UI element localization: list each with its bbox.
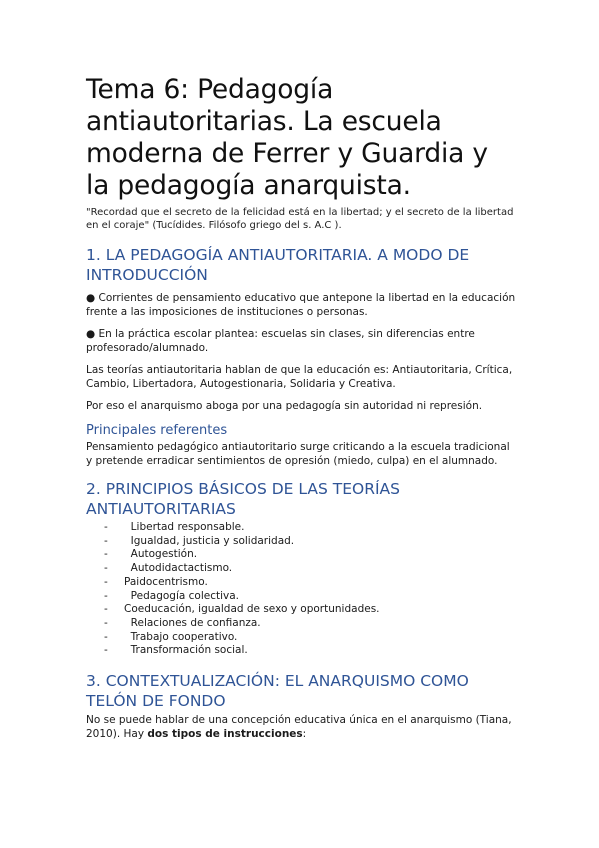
list-item: - Igualdad, justicia y solidaridad. [104,534,295,547]
principles-list [86,521,519,658]
section-1-paragraph-3: Pensamiento pedagógico antiautoritario surge criticando a la escuela tradicional y pretende erradicar sentimientos de opresión (miedo, culpa) en el alumnado. [86,441,510,467]
document-title: Tema 6: Pedagogía antiautoritarias. La escuela moderna de Ferrer y Guardia y la pedagogía anarquista. [86,74,488,201]
section-3-paragraph: No se puede hablar de una concepción educativa única en el anarquismo (Tiana, 2010). Hay dos tipos de instrucciones: [86,714,512,741]
list-item: - Pedagogía colectiva. [104,589,240,602]
section-1-bullet-1: ● Corrientes de pensamiento educativo que antepone la libertad en la educación frente a las imposiciones de instituciones o personas. [86,292,516,318]
list-item: - Paidocentrismo. [104,575,208,588]
section-3-heading: 3. CONTEXTUALIZACIÓN: EL ANARQUISMO COMO TELÓN DE FONDO [86,672,469,710]
list-item: - Transformación social. [104,644,248,657]
section-1-paragraph-1: Las teorías antiautoritaria hablan de que la educación es: Antiautoritaria, Crítica, Cambio, Libertadora, Autogestionaria, Solidaria y Creativa. [86,364,513,390]
section-1-heading: 1. LA PEDAGOGÍA ANTIAUTORITARIA. A MODO DE INTRODUCCIÓN [86,246,470,284]
list-item: - Trabajo cooperativo. [104,630,238,643]
list-item: - Coeducación, igualdad de sexo y oportunidades. [104,603,380,616]
section-1-paragraph-2: Por eso el anarquismo aboga por una pedagogía sin autoridad ni represión. [86,400,483,412]
bold-phrase: dos tipos de instrucciones [147,728,303,741]
epigraph-quote: "Recordad que el secreto de la felicidad está en la libertad; y el secreto de la libertad en el coraje" (Tucídides. Filósofo griego del s. A.C ). [86,207,514,231]
list-item: - Libertad responsable. [104,521,245,533]
list-item: - Autodidactactismo. [104,562,233,575]
section-2-heading: 2. PRINCIPIOS BÁSICOS DE LAS TEORÍAS ANTIAUTORITARIAS [86,480,400,518]
list-item: - Autogestión. [104,548,198,561]
list-item: - Relaciones de confianza. [104,616,261,629]
section-1-bullet-2: ● En la práctica escolar plantea: escuelas sin clases, sin diferencias entre profesorado/alumnado. [86,328,475,354]
section-1-subheading: Principales referentes [86,423,228,438]
